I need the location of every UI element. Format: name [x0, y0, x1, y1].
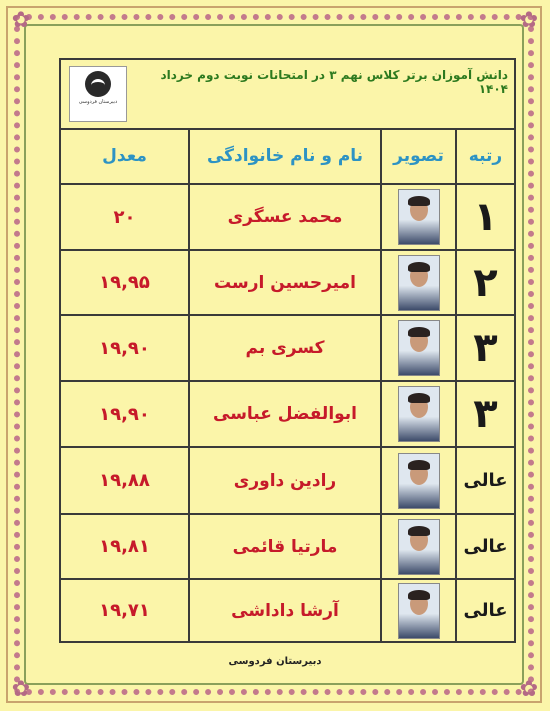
rank-cell: ۳ — [473, 325, 498, 371]
column-header-name: نام و نام خانوادگی — [206, 145, 364, 166]
corner-ornament-icon: ✿ — [519, 8, 539, 33]
photo-cell — [382, 580, 455, 641]
gpa-value: ۱۹,۹۰ — [99, 403, 150, 425]
rank-cell: عالی — [463, 600, 508, 621]
student-name: رادین داوری — [233, 470, 337, 491]
corner-ornament-icon: ✿ — [11, 8, 31, 33]
student-name: محمد عسگری — [227, 207, 343, 227]
footer-school-name: دبیرستان فردوسی — [228, 656, 322, 667]
table-body — [61, 128, 514, 641]
column-header-gpa: معدل — [102, 145, 147, 166]
school-logo — [69, 66, 127, 122]
student-photo — [398, 583, 440, 639]
student-photo — [398, 320, 440, 376]
gpa-value: ۱۹,۹۰ — [99, 337, 150, 359]
student-name: امیرحسین ارست — [214, 272, 356, 293]
gpa-value: ۲۰ — [113, 206, 136, 228]
photo-cell — [382, 251, 455, 314]
student-name: آرشا داداشی — [231, 600, 339, 621]
gpa-value: ۱۹,۸۱ — [99, 536, 150, 557]
honor-table — [59, 58, 516, 643]
gpa-value: ۱۹,۸۸ — [99, 470, 150, 491]
gpa-value: ۱۹,۹۵ — [99, 272, 150, 293]
student-photo — [398, 453, 440, 509]
gpa-value: ۱۹,۷۱ — [99, 600, 150, 621]
photo-cell — [382, 515, 455, 578]
student-name: ابوالفضل عباسی — [213, 404, 358, 424]
column-header-rank: رتبه — [468, 145, 503, 166]
rank-cell: ۳ — [473, 391, 498, 437]
student-photo — [398, 255, 440, 311]
student-name: مارتیا قائمی — [232, 536, 338, 557]
photo-cell — [382, 316, 455, 380]
corner-ornament-icon: ✿ — [519, 677, 539, 702]
student-name: کسری بم — [245, 338, 325, 358]
photo-cell — [382, 382, 455, 446]
corner-ornament-icon: ✿ — [11, 677, 31, 702]
student-photo — [398, 189, 440, 245]
rank-cell: ۲ — [473, 259, 498, 306]
photo-cell — [382, 185, 455, 249]
student-photo — [398, 519, 440, 575]
column-header-photo: تصویر — [393, 145, 444, 166]
photo-cell — [382, 448, 455, 513]
rank-cell: عالی — [463, 470, 508, 491]
rank-cell: عالی — [463, 536, 508, 557]
rank-cell: ۱ — [473, 194, 498, 240]
table-header-banner — [61, 60, 514, 130]
school-emblem-icon — [85, 71, 111, 97]
page-title: دانش آموزان برتر کلاس نهم ۳ در امتحانات نوبت دوم خرداد ۱۴۰۴ — [160, 68, 508, 96]
logo-text: دبیرستان فردوسی — [78, 99, 118, 105]
student-photo — [398, 386, 440, 442]
